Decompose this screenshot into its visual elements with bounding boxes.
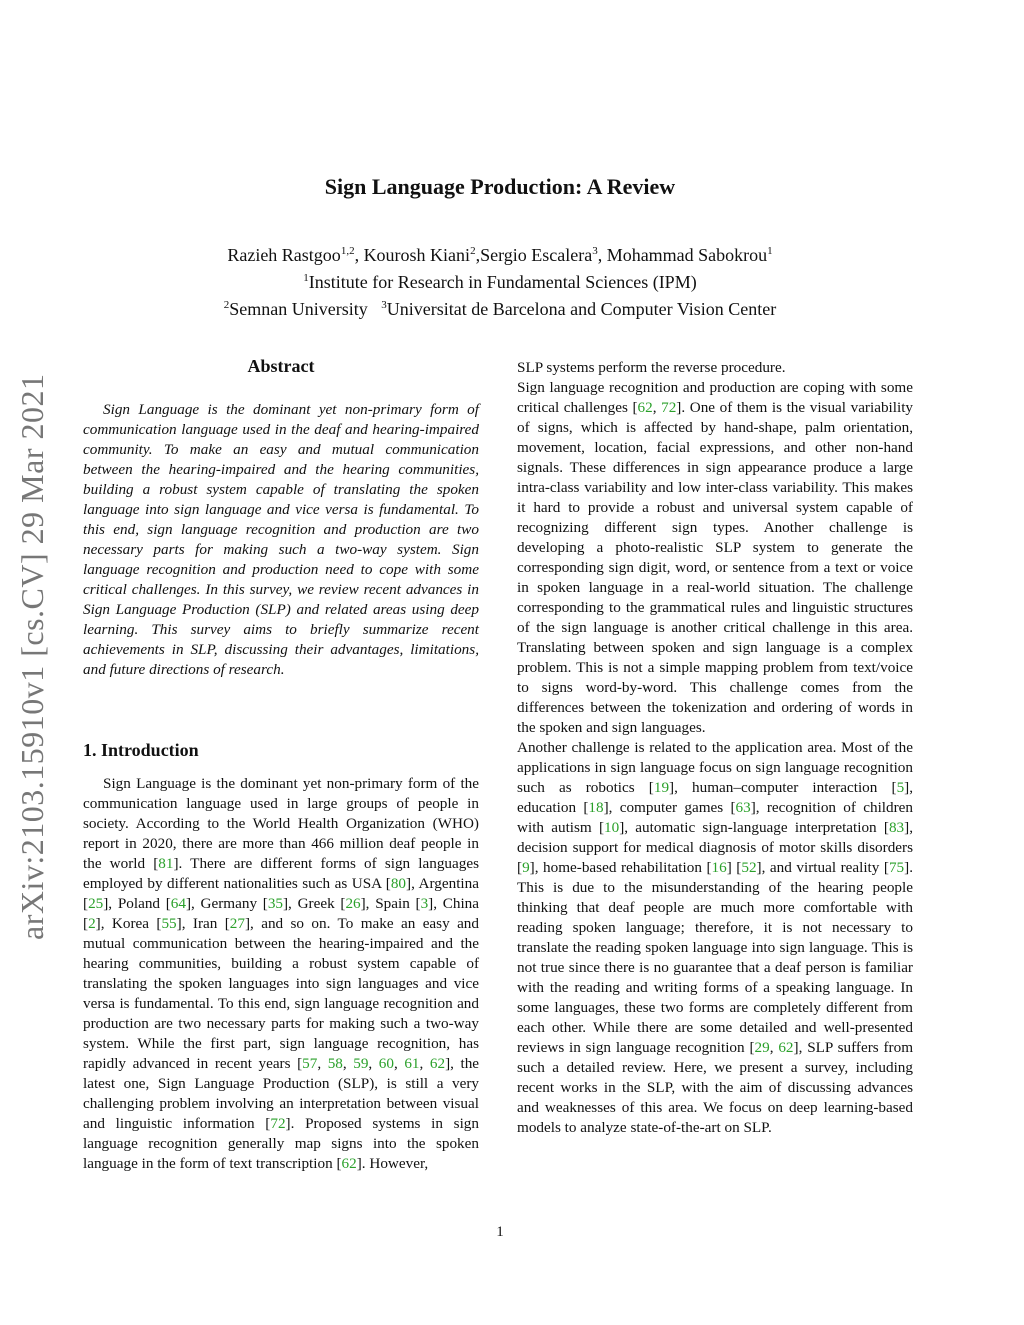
- affiliation-line: [0, 294, 1000, 321]
- right-column: [517, 358, 913, 1138]
- citation-link[interactable]: 75: [888, 859, 905, 876]
- intro-paragraph: [83, 774, 479, 1174]
- affiliation: Universitat de Barcelona and Computer Vision Center: [386, 299, 777, 319]
- text: Sign Language is the dominant yet non-primary form of the communication language used in large groups of people in society. According to the World Health Organization (WHO) report in 2020, there are more than 466 million deaf people in the world [: [83, 775, 479, 872]
- citation-link[interactable]: 83: [888, 819, 905, 836]
- intro-p1: [83, 774, 479, 1174]
- affil-mark: 3: [381, 299, 387, 311]
- author-name: ,Sergio Escalera: [475, 245, 593, 265]
- citation-link[interactable]: 35: [267, 895, 283, 912]
- sep: ,: [393, 1055, 405, 1072]
- text: Another challenge is related to the application area. Most of the applications in sign language focus on sign language recognition such as robotics [: [517, 739, 913, 796]
- citation-link[interactable]: 55: [161, 915, 177, 932]
- citation-link[interactable]: 29: [754, 1039, 770, 1056]
- text: ], China [: [83, 895, 479, 932]
- abstract-heading: Abstract: [247, 356, 315, 376]
- citation-link[interactable]: 18: [588, 799, 604, 816]
- citation-link[interactable]: 62: [429, 1055, 446, 1072]
- citation-link[interactable]: 59: [353, 1055, 369, 1072]
- abstract-paragraph: Sign Language is the dominant yet non-primary form of communication language used in the deaf and hearing-impaired community. To make an easy and mutual communication between the hearing-impaired and the hearing communities, building a robust system capable of translating the spoken language into sign language and vice versa is fundamental. To this end, sign language recognition and production are two necessary parts for making such a two-way system. Sign language recognition and production need to cope with some critical challenges. In this survey, we review recent advances in Sign Language Production (SLP) and related areas using deep learning. This survey aims to briefly summarize recent achievements in SLP, discussing their advantages, limitations, and future directions of research.: [83, 401, 479, 678]
- text: ], automatic sign-language interpretation [: [619, 819, 889, 836]
- author-name: , Kourosh Kiani: [354, 245, 471, 265]
- paragraph-challenges: [517, 378, 913, 738]
- affiliation: Semnan University: [229, 299, 368, 319]
- citation-link[interactable]: 16: [711, 859, 727, 876]
- text: ]. This is due to the misunderstanding of the hearing people thinking that deaf people are much more comfortable with reading spoken language; therefore, it is not necessary to translate the reading spoken language into sign language. This is not true since there is no guarantee that a deaf person is familiar with the reading and writing forms of a speaking language. In some languages, these two forms are completely different from each other. While there are some detailed and well-presented reviews in sign language recognition [: [517, 859, 913, 1056]
- text: ] [: [726, 859, 742, 876]
- citation-link[interactable]: 61: [404, 1055, 420, 1072]
- page-number: 1: [496, 1224, 504, 1240]
- abstract-text: [83, 400, 479, 680]
- citation-link[interactable]: 52: [741, 859, 757, 876]
- sep: ,: [317, 1055, 328, 1072]
- citation-link[interactable]: 9: [522, 859, 530, 876]
- paragraph-applications: [517, 738, 913, 1138]
- text: ], human–computer interaction [: [669, 779, 897, 796]
- text: ], education [: [517, 779, 914, 816]
- citation-link[interactable]: 10: [604, 819, 620, 836]
- text: Sign language recognition and production are coping with some critical challenges [: [517, 379, 913, 416]
- citation-link[interactable]: 81: [158, 855, 174, 872]
- text: ], home-based rehabilitation [: [529, 859, 712, 876]
- paper-title: Sign Language Production: A Review: [324, 174, 676, 199]
- text: ], SLP suffers from such a detailed review. Here, we present a survey, including recent works in the SLP, with the aim of discussing advances and weaknesses of this area. We focus on deep learning-based models to analyze state-of-the-art on SLP.: [517, 1039, 914, 1136]
- text: ]. Proposed systems in sign language recognition generally map signs into the spoken language in the form of text transcription [: [83, 1115, 479, 1172]
- text: ], and virtual reality [: [756, 859, 889, 876]
- citation-link[interactable]: 62: [637, 399, 653, 416]
- author-affil-mark: 3: [592, 245, 598, 257]
- affiliation: Institute for Research in Fundamental Sciences (IPM): [308, 272, 697, 292]
- affil-mark: 1: [303, 272, 309, 284]
- text: ], decision support for medical diagnosis of motor skills disorders [: [517, 819, 913, 876]
- sep: ,: [368, 1055, 379, 1072]
- text: ], Germany [: [185, 895, 268, 912]
- citation-link[interactable]: 2: [88, 915, 96, 932]
- affil-mark: 2: [223, 299, 230, 311]
- citation-link[interactable]: 80: [390, 875, 407, 892]
- text: ], recognition of children with autism [: [517, 799, 913, 836]
- text: ], Greek [: [283, 895, 346, 912]
- text: ], Poland [: [103, 895, 171, 912]
- citation-link[interactable]: 62: [778, 1039, 794, 1056]
- text: ], Spain [: [360, 895, 421, 912]
- citation-link[interactable]: 5: [896, 779, 905, 796]
- sep: ,: [769, 1039, 779, 1056]
- author-affil-mark: 1: [767, 245, 773, 257]
- affiliation-line: [0, 267, 1000, 294]
- sep: ,: [419, 1055, 430, 1072]
- citation-link[interactable]: 58: [327, 1055, 343, 1072]
- authors-block: [0, 240, 1000, 321]
- text: ]. One of them is the visual variability of signs, which is affected by hand-shape, palm orientation, movement, location, facial expressions, and other non-hand signals. These differences in sign appearance produce a large intra-class variability and low inter-class variability. This makes it hard to provide a robust and universal system capable of recognizing different sign types. Another challenge is developing a photo-realistic SLP system to generate the corresponding sign digit, word, or sentence from a text or voice in spoken language in a real-world situation. The challenge corresponding to the grammatical rules and linguistic structures of the sign language is another critical challenge in this area. Translating between spoken and sign language is a complex problem. This is not a simple mapping problem from text/voice to signs word-by-word. This challenge comes from the differences between the tokenization and ordering of words in the spoken and sign languages.: [517, 399, 914, 736]
- sep: ,: [342, 1055, 354, 1072]
- citation-link[interactable]: 72: [661, 399, 677, 416]
- text: ]. There are different forms of sign languages employed by different nationalities such as USA [: [83, 855, 480, 892]
- citation-link[interactable]: 72: [270, 1115, 286, 1132]
- sep: ,: [652, 399, 662, 416]
- text: ], Argentina [: [83, 875, 479, 912]
- arxiv-side-label: arXiv:2103.15910v1 [cs.CV] 29 Mar 2021: [14, 373, 50, 940]
- author-affil-mark: 1,2: [340, 245, 355, 257]
- citation-link[interactable]: 62: [341, 1155, 357, 1172]
- citation-link[interactable]: 19: [653, 779, 670, 796]
- citation-link[interactable]: 64: [170, 895, 186, 912]
- text: ], computer games [: [603, 799, 736, 816]
- author-line: [0, 240, 1000, 267]
- citation-link[interactable]: 27: [229, 915, 245, 932]
- citation-link[interactable]: 25: [88, 895, 104, 912]
- citation-link[interactable]: 60: [378, 1055, 394, 1072]
- author-affil-mark: 2: [470, 245, 476, 257]
- text: ], and so on. To make an easy and mutual communication between the hearing-impaired and the hearing communities, building a robust system capable of translating the spoken languages into sign languages and vice versa is fundamental. To this end, sign language recognition and production are two necessary parts for making such a two-way system. While the first part, sign language recognition, has rapidly advanced in recent years [: [83, 915, 479, 1072]
- citation-link[interactable]: 26: [345, 895, 361, 912]
- citation-link[interactable]: 63: [735, 799, 751, 816]
- text: ], Korea [: [95, 915, 162, 932]
- section-heading-introduction: 1. Introduction: [83, 740, 199, 760]
- citation-link[interactable]: 57: [302, 1055, 318, 1072]
- text: ], the latest one, Sign Language Production (SLP), is still a very challenging problem involving an interpretation between visual and linguistic information [: [83, 1055, 480, 1132]
- citation-link[interactable]: 3: [420, 895, 429, 912]
- text: ], Iran [: [176, 915, 230, 932]
- author-name: Razieh Rastgoo: [227, 245, 341, 265]
- text: ]. However,: [356, 1155, 429, 1172]
- continued-line: SLP systems perform the reverse procedure.: [517, 359, 786, 376]
- author-name: , Mohammad Sabokrou: [597, 245, 768, 265]
